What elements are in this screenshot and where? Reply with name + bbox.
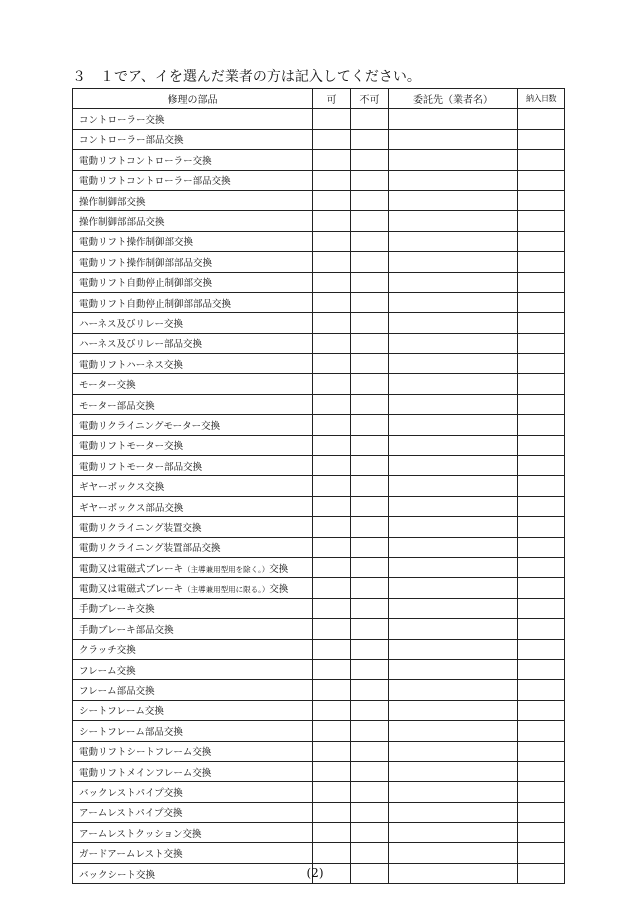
table-row [73,639,565,659]
delivery-days-cell[interactable] [518,456,565,476]
fuka-cell[interactable] [351,659,389,679]
delivery-days-cell[interactable] [518,333,565,353]
table-row [73,700,565,720]
ka-cell[interactable] [313,598,351,618]
table-row [73,190,565,210]
ka-cell[interactable] [313,231,351,251]
delivery-days-cell[interactable] [518,802,565,822]
itakusaki-cell[interactable] [389,211,518,231]
table-row [73,782,565,802]
col-header-ka: 可 [313,89,351,109]
fuka-cell[interactable] [351,761,389,781]
fuka-cell[interactable] [351,435,389,455]
table-row [73,557,565,577]
part-name-cell: 電動リフト操作制御部部品交換 [73,252,313,272]
delivery-days-cell[interactable] [518,354,565,374]
itakusaki-cell[interactable] [389,170,518,190]
part-name-cell: 電動リフト自動停止制御部部品交換 [73,292,313,312]
itakusaki-cell[interactable] [389,639,518,659]
ka-cell[interactable] [313,292,351,312]
delivery-days-cell[interactable] [518,476,565,496]
ka-cell[interactable] [313,700,351,720]
delivery-days-cell[interactable] [518,741,565,761]
delivery-days-cell[interactable] [518,394,565,414]
fuka-cell[interactable] [351,313,389,333]
table-row [73,129,565,149]
part-name-cell: 電動リフト自動停止制御部交換 [73,272,313,292]
part-name-cell [73,578,313,598]
delivery-days-cell[interactable] [518,659,565,679]
fuka-cell[interactable] [351,374,389,394]
ka-cell[interactable] [313,476,351,496]
fuka-cell[interactable] [351,741,389,761]
part-name-tail: 交換 [269,584,289,596]
ka-cell[interactable] [313,843,351,863]
fuka-cell[interactable] [351,109,389,129]
ka-cell[interactable] [313,578,351,598]
itakusaki-cell[interactable] [389,150,518,170]
ka-cell[interactable] [313,680,351,700]
delivery-days-cell[interactable] [518,129,565,149]
part-name-cell: ガードアームレスト交換 [73,843,313,863]
delivery-days-cell[interactable] [518,170,565,190]
fuka-cell[interactable] [351,639,389,659]
table-row [73,435,565,455]
fuka-cell[interactable] [351,619,389,639]
itakusaki-cell[interactable] [389,802,518,822]
table-row [73,680,565,700]
ka-cell[interactable] [313,109,351,129]
delivery-days-cell[interactable] [518,680,565,700]
fuka-cell[interactable] [351,802,389,822]
itakusaki-cell[interactable] [389,659,518,679]
itakusaki-cell[interactable] [389,272,518,292]
table-row [73,170,565,190]
part-name-cell: 手動ブレーキ交換 [73,598,313,618]
col-header-itakusaki: 委託先（業者名） [389,89,518,109]
delivery-days-cell[interactable] [518,435,565,455]
itakusaki-cell[interactable] [389,782,518,802]
itakusaki-cell[interactable] [389,476,518,496]
ka-cell[interactable] [313,537,351,557]
part-name-cell: 電動リフト操作制御部交換 [73,231,313,251]
fuka-cell[interactable] [351,721,389,741]
ka-cell[interactable] [313,496,351,516]
itakusaki-cell[interactable] [389,354,518,374]
part-name-cell: 電動リクライニングモーター交換 [73,415,313,435]
delivery-days-cell[interactable] [518,231,565,251]
ka-cell[interactable] [313,333,351,353]
ka-cell[interactable] [313,721,351,741]
part-name-cell [73,557,313,577]
delivery-days-cell[interactable] [518,415,565,435]
page-number: (2) [306,866,324,880]
table-row [73,313,565,333]
fuka-cell[interactable] [351,700,389,720]
fuka-cell[interactable] [351,557,389,577]
part-name-cell: コントローラー部品交換 [73,129,313,149]
table-header-row [73,89,565,109]
table-row [73,741,565,761]
itakusaki-cell[interactable] [389,619,518,639]
part-name-main: 電動又は電磁式ブレーキ [79,584,184,596]
table-row [73,272,565,292]
part-name-note: （主導兼用型用に限る。） [183,585,270,595]
part-name-note: （主導兼用型用を除く。） [183,564,270,574]
fuka-cell[interactable] [351,456,389,476]
delivery-days-cell[interactable] [518,639,565,659]
part-name-cell: モーター交換 [73,374,313,394]
itakusaki-cell[interactable] [389,333,518,353]
ka-cell[interactable] [313,129,351,149]
itakusaki-cell[interactable] [389,435,518,455]
fuka-cell[interactable] [351,170,389,190]
part-name-cell: 電動リフトコントローラー部品交換 [73,170,313,190]
delivery-days-cell[interactable] [518,211,565,231]
part-name-cell: アームレストパイプ交換 [73,802,313,822]
ka-cell[interactable] [313,802,351,822]
table-row [73,292,565,312]
part-name-cell: 電動リフトモーター部品交換 [73,456,313,476]
fuka-cell[interactable] [351,843,389,863]
table-row [73,517,565,537]
part-name-cell: バックシート交換 [73,863,313,883]
delivery-days-cell[interactable] [518,150,565,170]
fuka-cell[interactable] [351,292,389,312]
table-row [73,578,565,598]
col-header-delivery-days: 納入日数 [518,89,565,109]
table-row [73,721,565,741]
repair-parts-table [72,88,565,884]
part-name-cell: 操作制御部交換 [73,190,313,210]
itakusaki-cell[interactable] [389,823,518,843]
part-name-cell: クラッチ交換 [73,639,313,659]
part-name-cell: シートフレーム部品交換 [73,721,313,741]
delivery-days-cell[interactable] [518,782,565,802]
fuka-cell[interactable] [351,354,389,374]
part-name-cell: シートフレーム交換 [73,700,313,720]
part-name-cell: ハーネス及びリレー部品交換 [73,333,313,353]
table-row [73,374,565,394]
itakusaki-cell[interactable] [389,557,518,577]
part-name-main: 電動又は電磁式ブレーキ [79,563,184,575]
itakusaki-cell[interactable] [389,843,518,863]
fuka-cell[interactable] [351,823,389,843]
table-row [73,150,565,170]
itakusaki-cell[interactable] [389,598,518,618]
delivery-days-cell[interactable] [518,374,565,394]
ka-cell[interactable] [313,211,351,231]
itakusaki-cell[interactable] [389,700,518,720]
ka-cell[interactable] [313,150,351,170]
ka-cell[interactable] [313,456,351,476]
delivery-days-cell[interactable] [518,700,565,720]
col-header-fuka: 不可 [351,89,389,109]
itakusaki-cell[interactable] [389,517,518,537]
delivery-days-cell[interactable] [518,252,565,272]
table-row [73,802,565,822]
ka-cell[interactable] [313,761,351,781]
delivery-days-cell[interactable] [518,843,565,863]
itakusaki-cell[interactable] [389,374,518,394]
part-name-cell: 電動リフトシートフレーム交換 [73,741,313,761]
ka-cell[interactable] [313,170,351,190]
fuka-cell[interactable] [351,394,389,414]
table-row [73,333,565,353]
part-name-cell: 電動リクライニング装置部品交換 [73,537,313,557]
part-name-cell: 電動リフトハーネス交換 [73,354,313,374]
itakusaki-cell[interactable] [389,578,518,598]
table-row [73,598,565,618]
part-name-cell: 電動リフトコントローラー交換 [73,150,313,170]
ka-cell[interactable] [313,823,351,843]
table-row [73,109,565,129]
part-name-cell: 電動リフトメインフレーム交換 [73,761,313,781]
delivery-days-cell[interactable] [518,598,565,618]
itakusaki-cell[interactable] [389,129,518,149]
part-name-cell: ギヤーボックス交換 [73,476,313,496]
ka-cell[interactable] [313,619,351,639]
part-name-cell: 操作制御部部品交換 [73,211,313,231]
fuka-cell[interactable] [351,598,389,618]
itakusaki-cell[interactable] [389,456,518,476]
itakusaki-cell[interactable] [389,680,518,700]
itakusaki-cell[interactable] [389,394,518,414]
ka-cell[interactable] [313,435,351,455]
fuka-cell[interactable] [351,150,389,170]
ka-cell[interactable] [313,354,351,374]
table-row [73,496,565,516]
table-row [73,619,565,639]
itakusaki-cell[interactable] [389,741,518,761]
table-row [73,823,565,843]
table-row [73,252,565,272]
delivery-days-cell[interactable] [518,109,565,129]
itakusaki-cell[interactable] [389,292,518,312]
fuka-cell[interactable] [351,415,389,435]
fuka-cell[interactable] [351,211,389,231]
fuka-cell[interactable] [351,272,389,292]
fuka-cell[interactable] [351,129,389,149]
table-row [73,761,565,781]
table-row [73,394,565,414]
part-name-cell: フレーム交換 [73,659,313,679]
ka-cell[interactable] [313,313,351,333]
table-row [73,476,565,496]
itakusaki-cell[interactable] [389,190,518,210]
part-name-cell: 手動ブレーキ部品交換 [73,619,313,639]
itakusaki-cell[interactable] [389,496,518,516]
ka-cell[interactable] [313,517,351,537]
table-row [73,537,565,557]
section-heading: ３ １でア、イを選んだ業者の方は記入してください。 [72,69,421,85]
itakusaki-cell[interactable] [389,252,518,272]
delivery-days-cell[interactable] [518,517,565,537]
table-row [73,659,565,679]
part-name-cell: コントローラー交換 [73,109,313,129]
fuka-cell[interactable] [351,231,389,251]
delivery-days-cell[interactable] [518,292,565,312]
delivery-days-cell[interactable] [518,557,565,577]
ka-cell[interactable] [313,639,351,659]
delivery-days-cell[interactable] [518,496,565,516]
ka-cell[interactable] [313,272,351,292]
fuka-cell[interactable] [351,782,389,802]
fuka-cell[interactable] [351,680,389,700]
part-name-cell: 電動リフトモーター交換 [73,435,313,455]
delivery-days-cell[interactable] [518,721,565,741]
delivery-days-cell[interactable] [518,313,565,333]
fuka-cell[interactable] [351,517,389,537]
part-name-cell: ハーネス及びリレー交換 [73,313,313,333]
itakusaki-cell[interactable] [389,231,518,251]
ka-cell[interactable] [313,741,351,761]
itakusaki-cell[interactable] [389,721,518,741]
table-row [73,231,565,251]
ka-cell[interactable] [313,252,351,272]
part-name-cell: モーター部品交換 [73,394,313,414]
table-row [73,415,565,435]
ka-cell[interactable] [313,394,351,414]
fuka-cell[interactable] [351,578,389,598]
fuka-cell[interactable] [351,537,389,557]
itakusaki-cell[interactable] [389,313,518,333]
fuka-cell[interactable] [351,252,389,272]
fuka-cell[interactable] [351,190,389,210]
itakusaki-cell[interactable] [389,109,518,129]
delivery-days-cell[interactable] [518,272,565,292]
table-row [73,456,565,476]
delivery-days-cell[interactable] [518,537,565,557]
itakusaki-cell[interactable] [389,761,518,781]
delivery-days-cell[interactable] [518,761,565,781]
delivery-days-cell[interactable] [518,619,565,639]
delivery-days-cell[interactable] [518,578,565,598]
ka-cell[interactable] [313,415,351,435]
table-row [73,211,565,231]
part-name-tail: 交換 [269,563,289,575]
part-name-cell: フレーム部品交換 [73,680,313,700]
ka-cell[interactable] [313,659,351,679]
part-name-cell: アームレストクッション交換 [73,823,313,843]
ka-cell[interactable] [313,557,351,577]
fuka-cell[interactable] [351,333,389,353]
col-header-part: 修理の部品 [73,89,313,109]
ka-cell[interactable] [313,374,351,394]
part-name-cell: バックレストパイプ交換 [73,782,313,802]
fuka-cell[interactable] [351,496,389,516]
ka-cell[interactable] [313,190,351,210]
table-row [73,354,565,374]
itakusaki-cell[interactable] [389,537,518,557]
itakusaki-cell[interactable] [389,415,518,435]
delivery-days-cell[interactable] [518,823,565,843]
delivery-days-cell[interactable] [518,190,565,210]
part-name-cell: ギヤーボックス部品交換 [73,496,313,516]
ka-cell[interactable] [313,782,351,802]
fuka-cell[interactable] [351,476,389,496]
part-name-cell: 電動リクライニング装置交換 [73,517,313,537]
table-row [73,843,565,863]
